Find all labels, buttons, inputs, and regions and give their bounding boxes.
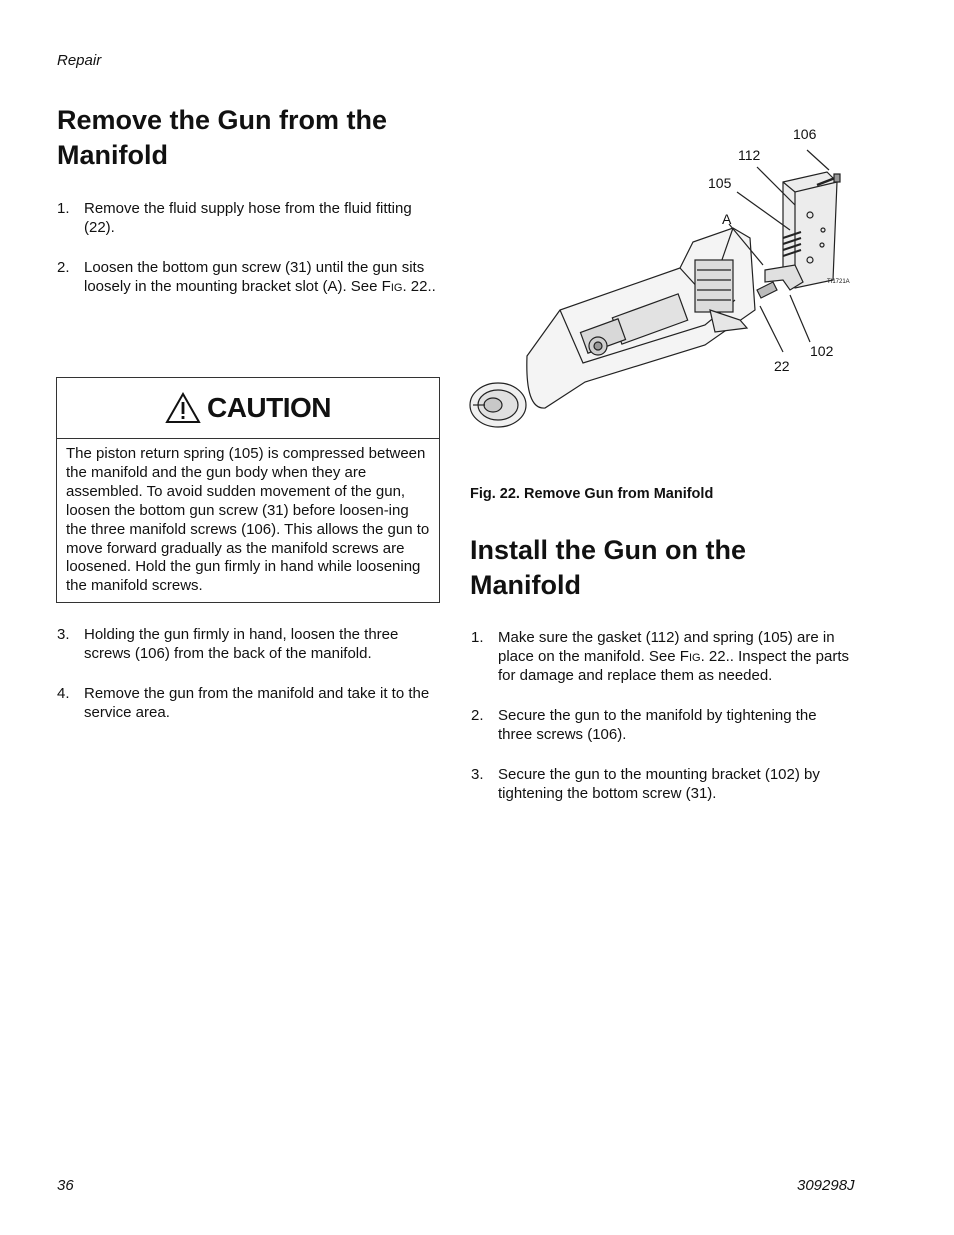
callout-112: 112 <box>738 147 761 163</box>
step-text: Secure the gun to the manifold by tightening the three screws (106). <box>498 707 817 743</box>
remove-step-2 <box>57 258 442 318</box>
step-number: 1. <box>471 629 484 646</box>
remove-step-3 <box>57 625 442 665</box>
step-number: 4. <box>57 685 70 702</box>
step-text: Remove the gun from the manifold and take it to the service area. <box>84 685 430 721</box>
document-number: 309298J <box>797 1177 855 1194</box>
section-label: Repair <box>57 52 102 69</box>
gun-manifold-illustration <box>465 120 865 430</box>
step-number: 3. <box>57 626 70 643</box>
remove-step-4 <box>57 684 442 724</box>
step-number: 1. <box>57 200 70 217</box>
step-text <box>84 258 442 296</box>
install-section-title: Install the Gun on the Manifold <box>470 535 746 600</box>
step-text: Secure the gun to the mounting bracket (102) by tightening the bottom screw (31). <box>498 766 820 802</box>
illustration-tag: TI1721A <box>827 279 850 285</box>
install-step-2 <box>471 706 856 746</box>
callout-106: 106 <box>793 126 817 142</box>
step-text-tail: . 22.. Inspect the parts for damage and replace them as needed. <box>498 648 849 684</box>
figure-caption: Fig. 22. Remove Gun from Manifold <box>470 486 714 502</box>
step-text-main: Make sure the gasket (112) and spring (105) are in place on the manifold. See <box>498 629 835 665</box>
install-step-1 <box>471 628 856 688</box>
callout-a: A <box>722 211 732 227</box>
caution-text: The piston return spring (105) is compressed between the manifold and the gun body when they are assembled. To avoid sudden movement of the gun, loosen the bottom gun screw (31) before loosen-ing the three manifold screws (106). This allows the gun to move forward gradually as the manifold screws are loosened. Hold the gun firmly in hand while loosening the manifold screws. <box>66 445 430 595</box>
step-text <box>498 628 856 685</box>
figure-reference: Fig <box>381 278 403 295</box>
callout-102: 102 <box>810 343 834 359</box>
step-text-main: Loosen the bottom gun screw (31) until the gun sits loosely in the mounting bracket slot (A). See <box>84 259 425 295</box>
warning-triangle-icon <box>165 392 201 424</box>
step-number: 2. <box>57 259 70 276</box>
caution-header <box>57 378 439 439</box>
remove-step-1 <box>57 199 442 239</box>
figure-reference: Fig <box>679 648 701 665</box>
step-text-tail: . 22.. <box>402 278 436 295</box>
step-number: 2. <box>471 707 484 724</box>
step-number: 3. <box>471 766 484 783</box>
install-step-3 <box>471 765 856 805</box>
step-text: Holding the gun firmly in hand, loosen the three screws (106) from the back of the manifold. <box>84 626 399 662</box>
caution-box <box>56 377 440 603</box>
caution-heading: CAUTION <box>206 392 332 423</box>
step-text: Remove the fluid supply hose from the fluid fitting (22). <box>84 200 412 236</box>
page-number: 36 <box>57 1177 74 1194</box>
callout-105: 105 <box>708 175 732 191</box>
callout-22: 22 <box>774 358 790 374</box>
remove-section-title: Remove the Gun from the Manifold <box>57 105 388 170</box>
